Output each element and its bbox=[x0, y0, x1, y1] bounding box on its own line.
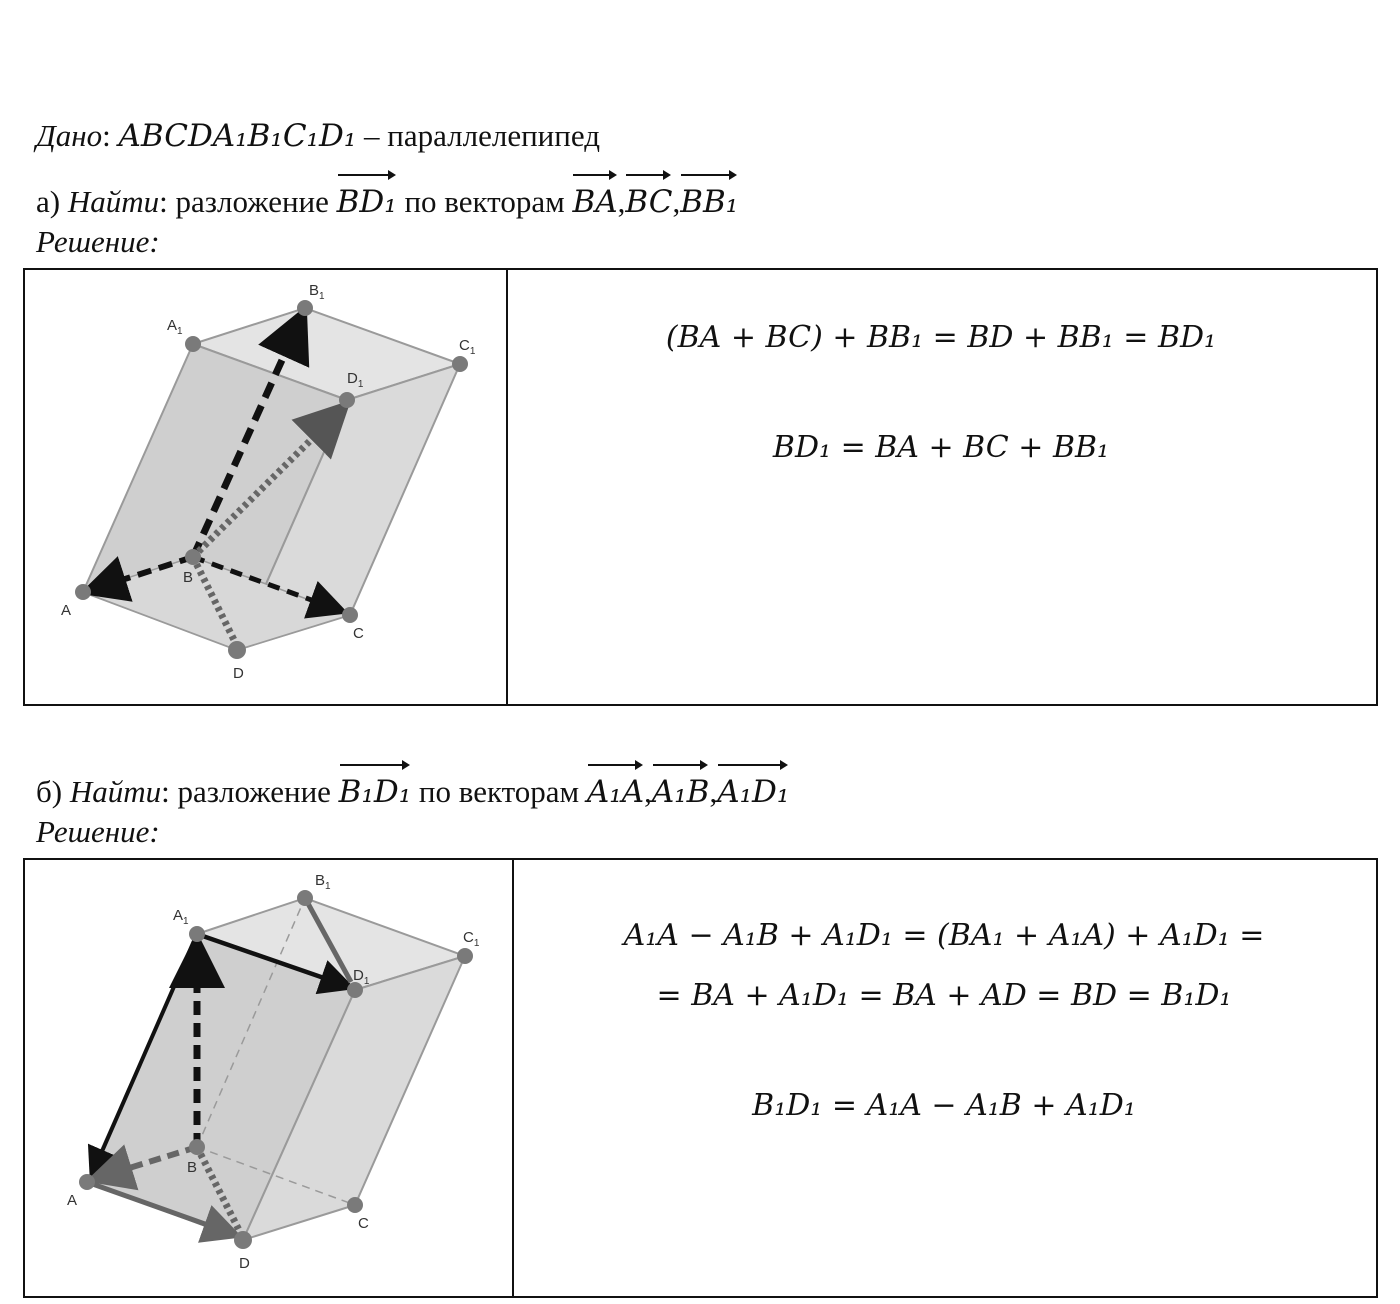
part-a-target-vector: BD₁ bbox=[337, 170, 397, 222]
part-a-solution-heading: Решение: bbox=[36, 224, 160, 259]
part-a-by-vectors: по векторам bbox=[404, 184, 565, 219]
vertex-b1 bbox=[297, 300, 313, 316]
given-label: Дано bbox=[36, 118, 103, 153]
vertex-b bbox=[189, 1139, 205, 1155]
label-b: B bbox=[183, 569, 194, 586]
given-line: Дано: ABCDA₁B₁C₁D₁ – параллелепипед bbox=[36, 118, 600, 154]
part-b-prefix: б) bbox=[36, 774, 63, 809]
label-a: A bbox=[61, 602, 72, 619]
part-b-solution-heading: Решение: bbox=[36, 814, 160, 849]
part-b-solution-box bbox=[23, 858, 1378, 1298]
part-a-solution-box bbox=[23, 268, 1378, 706]
vertex-d bbox=[234, 1231, 252, 1249]
part-a-prefix: а) bbox=[36, 184, 61, 219]
part-a-figure bbox=[25, 270, 505, 704]
label-d1: $D_1$ bbox=[353, 967, 370, 987]
part-a-equation-1: (BA + BC) + BB₁ = BD + BB₁ = BD₁ bbox=[665, 320, 1217, 355]
part-a-basis-2: BC bbox=[625, 170, 672, 222]
part-a-task-text: : разложение bbox=[159, 184, 329, 219]
label-c1: $C_1$ bbox=[459, 337, 476, 357]
label-a1: $A_1$ bbox=[173, 907, 189, 927]
label-b1: $B_1$ bbox=[315, 872, 331, 892]
given-figure: ABCDA₁B₁C₁D₁ bbox=[118, 118, 357, 154]
label-c: C bbox=[353, 625, 364, 642]
label-d: D bbox=[239, 1255, 250, 1272]
part-a-find-label: Найти bbox=[67, 184, 160, 219]
vertex-a1 bbox=[189, 926, 205, 942]
part-a-basis-1: BA bbox=[572, 170, 617, 222]
vertex-b bbox=[185, 549, 201, 565]
part-a-equation-2: BD₁ = BA + BC + BB₁ bbox=[772, 430, 1110, 465]
vertex-c1 bbox=[457, 948, 473, 964]
part-b-basis-3: A₁D₁ bbox=[717, 760, 789, 812]
label-b1: $B_1$ bbox=[309, 282, 325, 302]
label-a: A bbox=[67, 1192, 78, 1209]
vertex-a bbox=[79, 1174, 95, 1190]
given-text: – параллелепипед bbox=[364, 118, 600, 153]
part-b-figure bbox=[25, 860, 511, 1296]
part-b-target-vector: B₁D₁ bbox=[339, 760, 412, 812]
vertex-d1 bbox=[347, 982, 363, 998]
label-c1: $C_1$ bbox=[463, 929, 480, 949]
part-b-equation-1-line-2: = BA + A₁D₁ = BA + AD = BD = B₁D₁ bbox=[656, 978, 1232, 1013]
vertex-a1 bbox=[185, 336, 201, 352]
part-b-basis-1: A₁A bbox=[587, 760, 644, 812]
vertex-c bbox=[347, 1197, 363, 1213]
vertex-c bbox=[342, 607, 358, 623]
part-b-task: б) Найти: разложение B₁D₁ по векторам A₁A,A₁B,A₁D₁ bbox=[36, 760, 789, 812]
label-c: C bbox=[358, 1215, 369, 1232]
label-d: D bbox=[233, 665, 244, 682]
part-b-find-label: Найти bbox=[69, 774, 162, 809]
part-a-basis-3: BB₁ bbox=[680, 170, 738, 222]
part-a-solution-label: Решение bbox=[36, 224, 150, 259]
vertex-a bbox=[75, 584, 91, 600]
label-d1: $D_1$ bbox=[347, 370, 364, 390]
part-a-task: а) Найти: разложение BD₁ по векторам BA,BC,BB₁ bbox=[36, 170, 738, 222]
vertex-c1 bbox=[452, 356, 468, 372]
label-a1: $A_1$ bbox=[167, 317, 183, 337]
part-b-equation-1-line-1: A₁A − A₁B + A₁D₁ = (BA₁ + A₁A) + A₁D₁ = bbox=[623, 918, 1265, 953]
label-b: B bbox=[187, 1159, 198, 1176]
vertex-d1 bbox=[339, 392, 355, 408]
part-b-solution-label: Решение bbox=[36, 814, 150, 849]
vertex-b1 bbox=[297, 890, 313, 906]
vertex-d bbox=[228, 641, 246, 659]
part-b-equation-2: B₁D₁ = A₁A − A₁B + A₁D₁ bbox=[752, 1088, 1136, 1123]
part-b-by-vectors: по векторам bbox=[418, 774, 580, 809]
part-b-basis-2: A₁B bbox=[652, 760, 710, 812]
part-b-task-text: : разложение bbox=[161, 774, 331, 809]
